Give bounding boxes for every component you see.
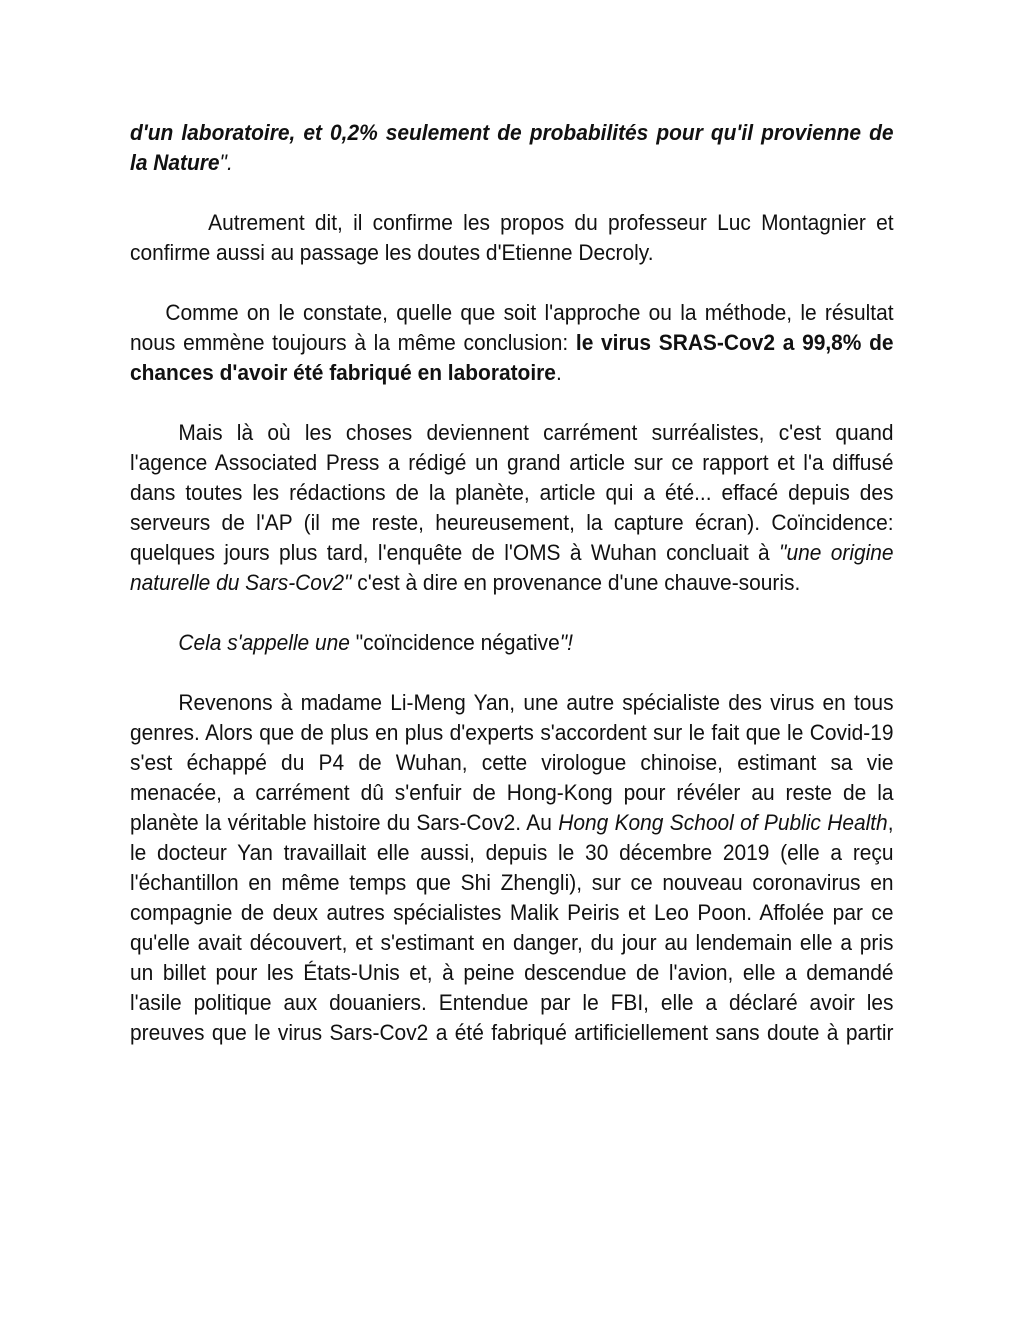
text-run-italic: Hong Kong School of Public Health (558, 810, 888, 835)
text-run: c'est à dire en provenance d'une chauve-souris. (351, 570, 801, 595)
paragraph-conclusion-quote (130, 118, 894, 178)
text-run-bold: le virus SRAS-Cov2 a 99,8% de chances d'avoir été fabriqué en laboratoire (130, 330, 894, 385)
paragraph-associated-press (130, 418, 894, 598)
text-run-italic: Cela s'appelle une (178, 630, 356, 655)
text-run: "coïncidence négative (355, 630, 560, 655)
text-run: Mais là où les choses deviennent carrément surréalistes, c'est quand l'agence Associated Press a rédigé un grand article sur ce rapport et l'a diffusé dans toutes les rédactions de la planète, article qui a été... effacé depuis des serveurs de l'AP (il me reste, heureusement, la capture écran). Coïncidence: quelques jours plus tard, l'enquête de l'OMS à Wuhan concluait à (130, 420, 894, 565)
paragraph-coincidence (130, 628, 894, 658)
paragraph-li-meng-yan (130, 688, 894, 1048)
text-run: . (555, 360, 562, 385)
text-run-italic: "une origine naturelle du Sars-Cov2" (130, 540, 894, 595)
text-run: Revenons à madame Li-Meng Yan, une autre spécialiste des virus en tous genres. Alors que de plus en plus d'experts s'accordent sur le fait que le Covid-19 s'est échappé du P4 de Wuhan, cette virologue chinoise, estimant sa vie menacée, a carrément dû s'enfuir de Hong-Kong pour révéler au reste de la planète la véritable histoire du Sars-Cov2. Au (130, 690, 894, 835)
text-run: d'un laboratoire, et 0,2% seulement de probabilités pour qu'il provienne de la Nature (130, 120, 894, 175)
text-run: , le docteur Yan travaillait elle aussi, depuis le 30 décembre 2019 (elle a reçu l'échantillon en même temps que Shi Zhengli), sur ce nouveau coronavirus en compagnie de deux autres spécialistes Malik Peiris et Leo Poon. Affolée par ce qu'elle avait découvert, et s'estimant en danger, du jour au lendemain elle a pris un billet pour les États-Unis et, à peine descendue de l'avion, elle a demandé l'asile politique aux douaniers. Entendue par le FBI, elle a déclaré avoir les preuves que le virus Sars-Cov2 a été fabriqué artificiellement sans doute à partir (130, 810, 894, 1045)
text-run-italic: "! (559, 630, 573, 655)
paragraph-montagnier (130, 208, 894, 268)
text-run: ". (219, 150, 233, 175)
paragraph-conclusion (130, 298, 894, 388)
document-page (130, 118, 894, 1078)
text-run: Autrement dit, il confirme les propos du professeur Luc Montagnier et confirme aussi au passage les doutes d'Etienne Decroly. (130, 210, 894, 265)
text-run: Comme on le constate, quelle que soit l'approche ou la méthode, le résultat nous emmène toujours à la même conclusion: (130, 300, 894, 355)
